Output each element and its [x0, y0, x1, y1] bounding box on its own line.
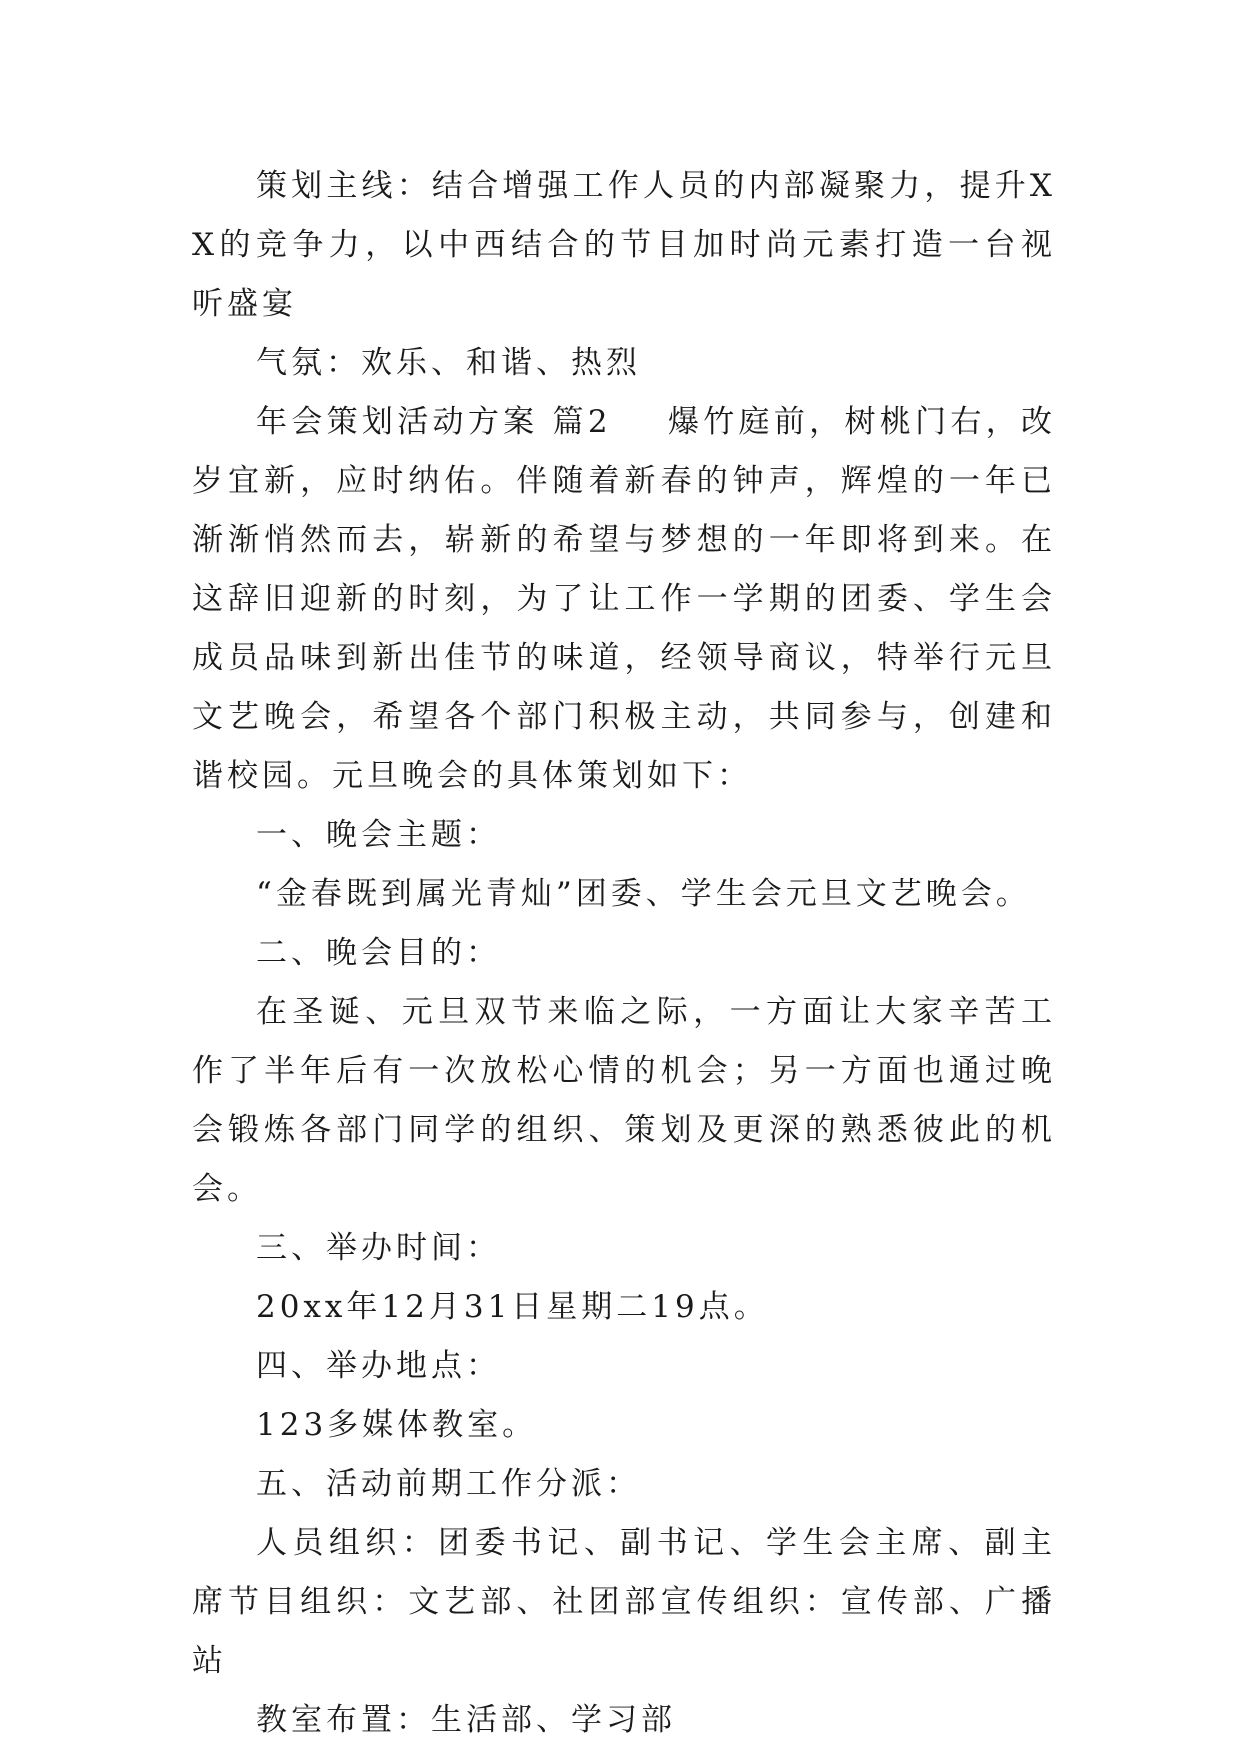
heading-time: 三、举办时间：: [256, 1230, 501, 1266]
section-paragraph: [192, 393, 1056, 806]
text-purpose: 在圣诞、元旦双节来临之际，一方面让大家辛苦工作了半年后有一次放松心情的机会；另一方面也通过晚会锻炼各部门同学的组织、策划及更深的熟悉彼此的机会。: [192, 994, 1056, 1207]
paragraph-theme: 策划主线：结合增强工作人员的内部凝聚力，提升XX的竞争力，以中西结合的节目加时尚元素打造一台视听盛宴: [192, 168, 1056, 322]
document-page: [192, 157, 1056, 1750]
text-theme: “金春既到属光青灿”团委、学生会元旦文艺晚会。: [256, 876, 1031, 912]
heading-assignments: 五、活动前期工作分派：: [256, 1466, 641, 1502]
heading-location: 四、举办地点：: [256, 1348, 501, 1384]
section-heading: 年会策划活动方案 篇2: [256, 404, 612, 440]
text-classroom-setup: 教室布置：生活部、学习部: [256, 1702, 676, 1738]
section-intro: 爆竹庭前，树桃门右，改岁宜新，应时纳佑。伴随着新春的钟声，辉煌的一年已渐渐悄然而去，崭新的希望与梦想的一年即将到来。在这辞旧迎新的时刻，为了让工作一学期的团委、学生会成员品味到新出佳节的味道，经领导商议，特举行元旦文艺晚会，希望各个部门积极主动，共同参与，创建和谐校园。元旦晚会的具体策划如下：: [192, 404, 1057, 794]
text-time: 20xx年12月31日星期二19点。: [256, 1289, 769, 1325]
text-location: 123多媒体教室。: [256, 1407, 538, 1443]
text-personnel: 人员组织：团委书记、副书记、学生会主席、副主席节目组织：文艺部、社团部宣传组织：宣传部、广播站: [192, 1525, 1056, 1679]
paragraph-atmosphere: 气氛：欢乐、和谐、热烈: [256, 345, 641, 381]
heading-purpose: 二、晚会目的：: [256, 935, 501, 971]
heading-theme: 一、晚会主题：: [256, 817, 501, 853]
